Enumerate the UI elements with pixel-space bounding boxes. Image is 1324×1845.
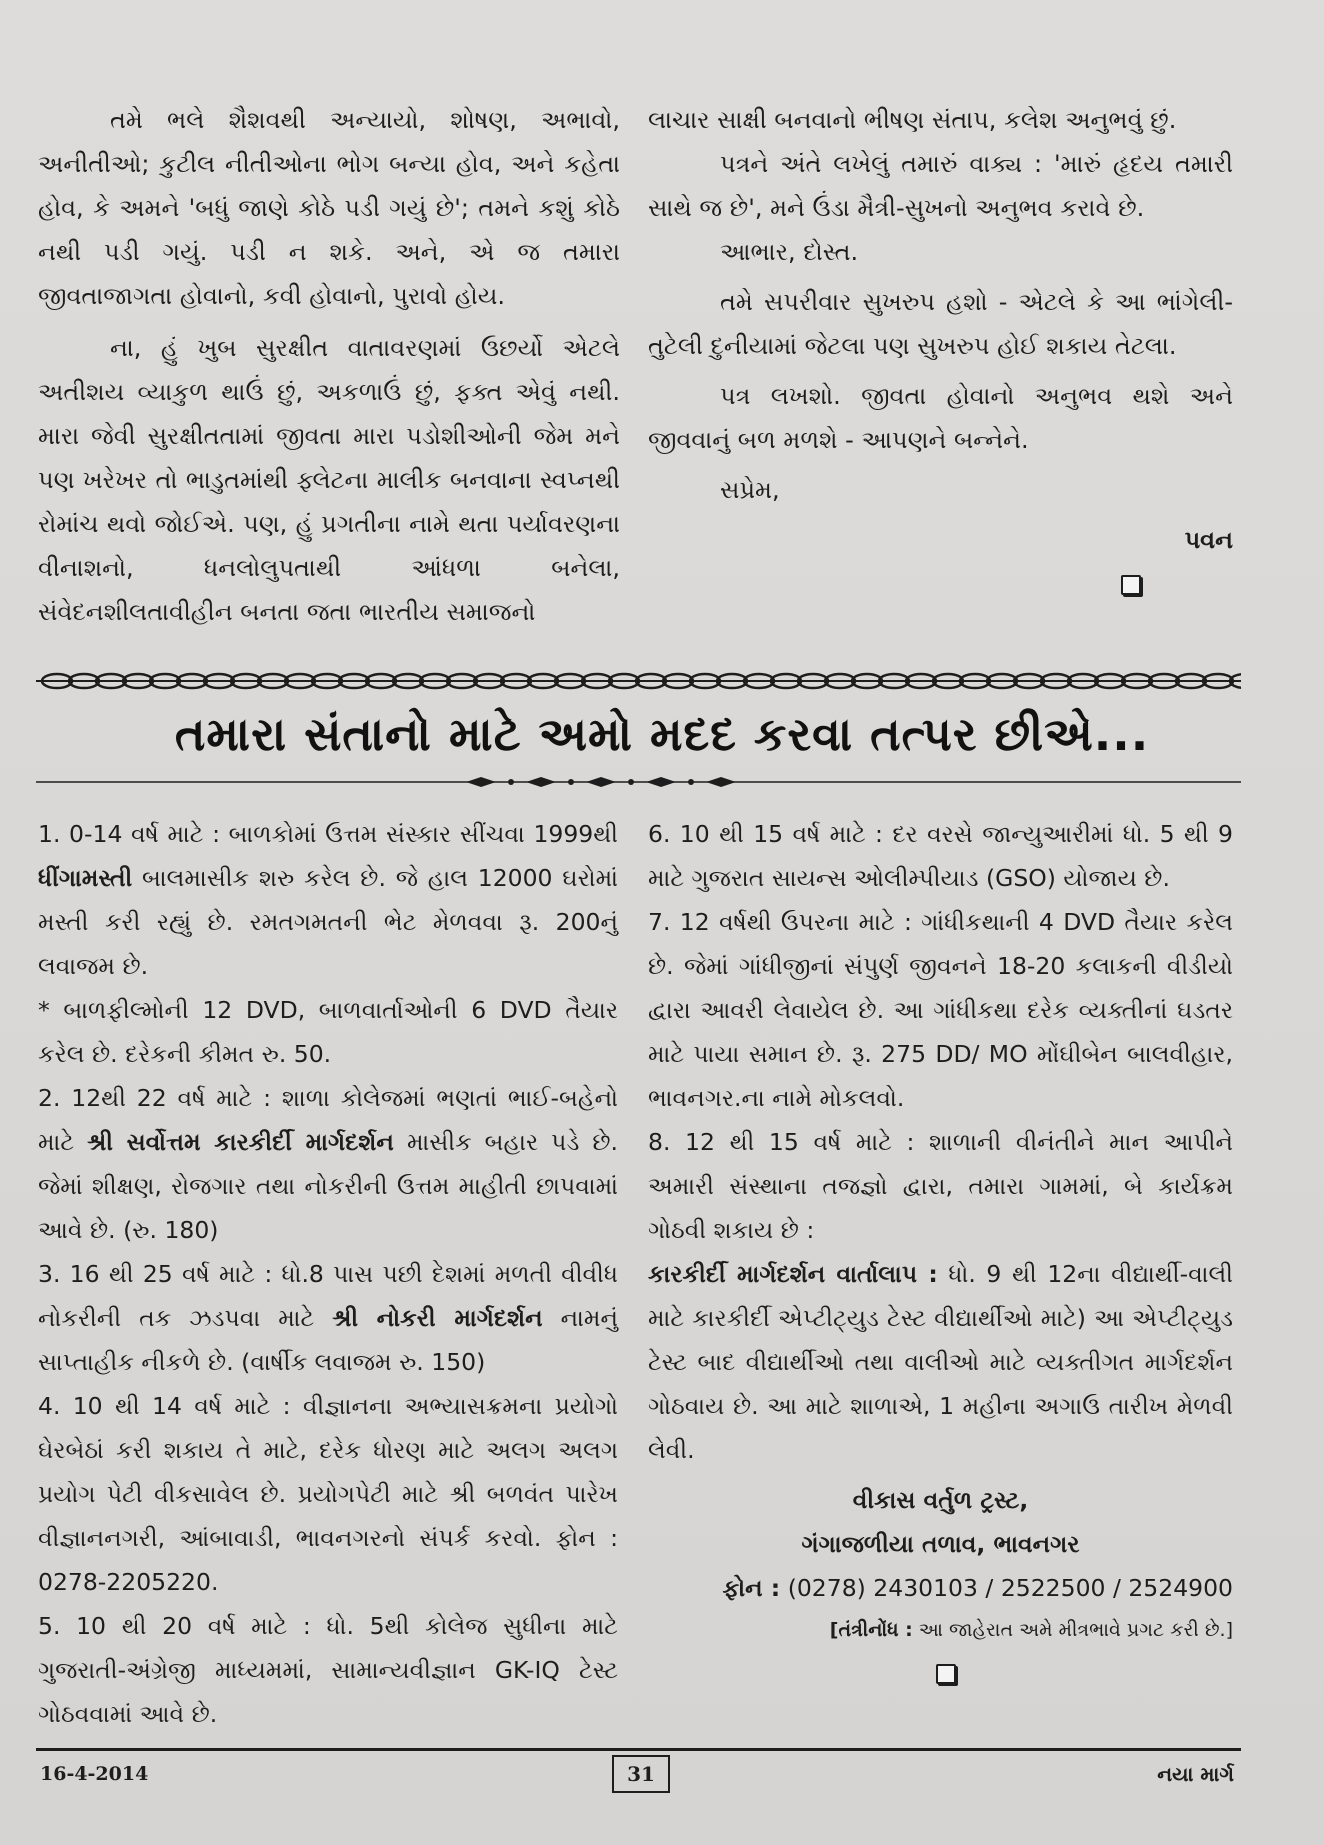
letter-right-column — [648, 98, 1233, 606]
letter-paragraph: આભાર, દોસ્ત. — [720, 238, 859, 266]
letter-paragraph: તમે સપરીવાર સુખરુપ હશો - એટલે કે આ ભાંગેલી-તુટેલી દુનીયામાં જેટલા પણ સુખરુપ હોઈ શકાય તેટલા. — [648, 288, 1233, 360]
end-mark — [648, 1650, 1233, 1694]
letter-paragraph: પત્રને અંતે લખેલું તમારું વાક્ય : 'મારું હૃદય તમારી સાથે જ છે', મને ઉંડા મૈત્રી-સુખનો અનુભવ કરાવે છે. — [648, 150, 1233, 222]
ad-item: કારકીર્દી માર્ગદર્શન વાર્તાલાપ : ધો. 9 થી 12ના વીદ્યાર્થી-વાલી માટે કારકીર્દી એપ્ટીટ્યુડ ટેસ્ટ વીદ્યાર્થીઓ માટે) આ એપ્ટીટ્યુડ ટેસ્ટ બાદ વીદ્યાર્થીઓ તથા વાલીઓ માટે વ્યક્તીગત માર્ગદર્શન ગોઠવાય છે. આ માટે શાળાએ, 1 મહીના અગાઉ તારીખ મેળવી લેવી. — [648, 1260, 1233, 1464]
end-mark-icon — [936, 1664, 956, 1684]
ad-item: 5. 10 થી 20 વર્ષ માટે : ધો. 5થી કોલેજ સુધીના માટે ગુજરાતી-અંગ્રેજી માધ્યમમાં, સામાન્યવીજ્ઞાન GK-IQ ટેસ્ટ ગોઠવવામાં આવે છે. — [38, 1612, 618, 1728]
letter-left-column — [38, 98, 620, 634]
letter-paragraph: ના, હું ખુબ સુરક્ષીત વાતાવરણમાં ઉછર્યો એટલે અતીશય વ્યાકુળ થાઉં છું, અકળાઉં છું, ફક્ત એવું નથી. મારા જેવી સુરક્ષીતતામાં જીવતા મારા પડોશીઓની જેમ મને પણ ખરેખર તો ભાડુતમાંથી ફ્લેટના માલીક બનવાના સ્વપ્નથી રોમાંચ થવો જોઈએ. પણ, હું પ્રગતીના નામે થતા પર્યાવરણના વીનાશનો, ધનલોલુપતાથી આંધળા બનેલા, સંવેદનશીલતાવીહીન બનતા જતા ભારતીય સમાજનો — [38, 334, 620, 626]
issue-date: 16-4-2014 — [40, 1763, 149, 1785]
ad-item: 4. 10 થી 14 વર્ષ માટે : વીજ્ઞાનના અભ્યાસક્રમના પ્રયોગો ઘેરબેઠાં કરી શકાય તે માટે, દરેક ધોરણ માટે અલગ અલગ પ્રયોગ પેટી વીકસાવેલ છે. પ્રયોગપેટી માટે શ્રી બળવંત પારેખ વીજ્ઞાનનગરી, આંબાવાડી, ભાવનગરનો સંપર્ક કરવો. ફોન : 0278-2205220. — [38, 1392, 618, 1596]
ad-item: 1. 0-14 વર્ષ માટે : બાળકોમાં ઉત્તમ સંસ્કાર સીંચવા 1999થી ધીંગામસ્તી બાલમાસીક શરુ કરેલ છે. જે હાલ 12000 ઘરોમાં મસ્તી કરી રહ્યું છે. રમતગમતની ભેટ મેળવવા રૂ. 200નું લવાજમ છે. — [38, 820, 618, 980]
editor-note: [તંત્રીનોંધ : આ જાહેરાત અમે મીત્રભાવે પ્રગટ કરી છે.] — [829, 1619, 1233, 1641]
footer-rule — [36, 1748, 1241, 1751]
ad-item: 2. 12થી 22 વર્ષ માટે : શાળા કોલેજમાં ભણતાં ભાઈ-બહેનો માટે શ્રી સર્વોત્તમ કારકીર્દી માર્ગદર્શન માસીક બહાર પડે છે. જેમાં શીક્ષણ, રોજગાર તથા નોકરીની ઉત્તમ માહીતી છાપવામાં આવે છે. (રુ. 180) — [38, 1084, 618, 1244]
ad-item: * બાળફીલ્મોની 12 DVD, બાળવાર્તાઓની 6 DVD તૈયાર કરેલ છે. દરેકની કીમત રુ. 50. — [38, 996, 618, 1068]
letter-paragraph: લાચાર સાક્ષી બનવાનો ભીષણ સંતાપ, કલેશ અનુભવું છું. — [648, 106, 1177, 134]
end-mark-icon — [1121, 575, 1141, 595]
letter-paragraph: પત્ર લખશો. જીવતા હોવાનો અનુભવ થશે અને જીવવાનું બળ મળશે - આપણને બન્નેને. — [648, 382, 1233, 454]
ad-item: 7. 12 વર્ષથી ઉપરના માટે : ગાંધીકથાની 4 DVD તૈયાર કરેલ છે. જેમાં ગાંધીજીનાં સંપુર્ણ જીવનને 18-20 કલાકની વીડીયો દ્વારા આવરી લેવાયેલ છે. આ ગાંધીકથા દરેક વ્યક્તીનાં ઘડતર માટે પાયા સમાન છે. રૂ. 275 DD/ MO મોંઘીબેન બાલવીહાર, ભાવનગર.ના નામે મોકલવો. — [648, 908, 1233, 1112]
letter-closing: સપ્રેમ, — [720, 476, 780, 504]
ad-right-column — [648, 812, 1233, 1694]
ad-headline: તમારા સંતાનો માટે અમો મદદ કરવા તત્પર છીએ... — [174, 707, 1150, 761]
trust-name: વીકાસ વર્તુળ ટ્રસ્ટ, — [852, 1486, 1029, 1514]
ad-item: 3. 16 થી 25 વર્ષ માટે : ધો.8 પાસ પછી દેશમાં મળતી વીવીધ નોકરીની તક ઝડપવા માટે શ્રી નોકરી માર્ગદર્શન નામનું સાપ્તાહીક નીકળે છે. (વાર્ષીક લવાજમ રુ. 150) — [38, 1260, 618, 1376]
contact-phone: ફોન : (0278) 2430103 / 2522500 / 2524900 — [722, 1574, 1233, 1602]
publication-name: નયા માર્ગ — [1157, 1762, 1234, 1786]
letter-paragraph: તમે ભલે શૈશવથી અન્યાયો, શોષણ, અભાવો, અનીતીઓ; કુટીલ નીતીઓના ભોગ બન્યા હોવ, અને કહેતા હોવ, કે અમને 'બધું જાણે કોઠે પડી ગયું છે'; તમને કશું કોઠે નથી પડી ગયું. પડી ન શકે. અને, એ જ તમારા જીવતાજાગતા હોવાનો, કવી હોવાનો, પુરાવો હોય. — [38, 106, 620, 310]
letter-signature: પવન — [1184, 526, 1233, 554]
ornament-rule — [36, 770, 1241, 794]
chain-divider — [36, 668, 1241, 694]
ad-item: 6. 10 થી 15 વર્ષ માટે : દર વરસે જાન્યુઆરીમાં ધો. 5 થી 9 માટે ગુજરાત સાયન્સ ઓલીમ્પીયાડ (GSO) યોજાય છે. — [648, 820, 1233, 892]
ad-left-column — [38, 812, 618, 1736]
trust-address: ગંગાજળીયા તળાવ, ભાવનગર — [801, 1530, 1080, 1558]
end-mark — [648, 562, 1233, 606]
ad-item: 8. 12 થી 15 વર્ષ માટે : શાળાની વીનંતીને માન આપીને અમારી સંસ્થાના તજજ્ઞો દ્વારા, તમારા ગામમાં, બે કાર્યક્રમ ગોઠવી શકાય છે : — [648, 1128, 1233, 1244]
page-number: 31 — [612, 1755, 670, 1793]
